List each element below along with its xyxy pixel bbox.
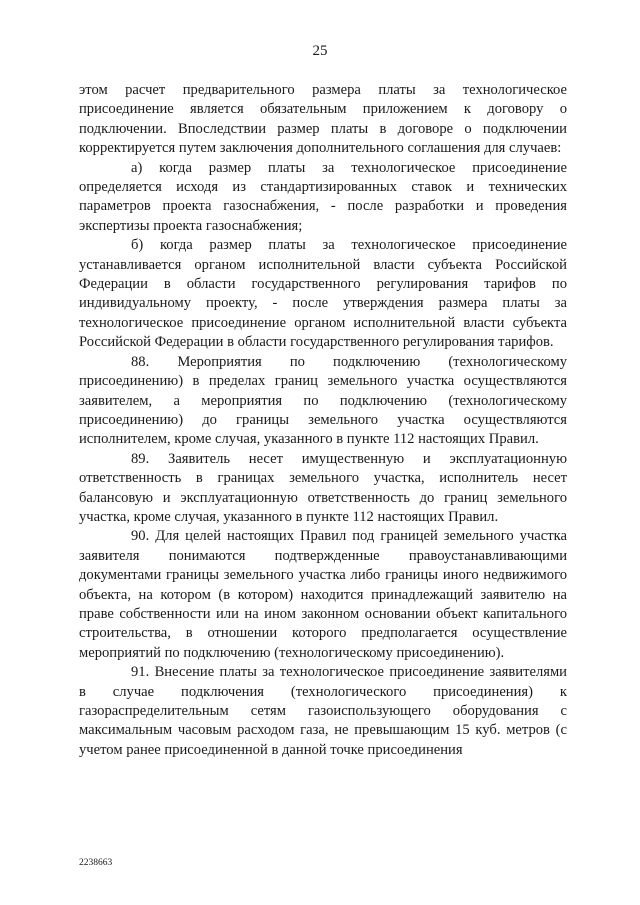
- paragraph-90: 90. Для целей настоящих Правил под границей земельного участка заявителя понимаются подтвержденные правоустанавливающими документами границы земельного участка либо границы иного недвижимого объекта, на котором (в котором) находится принадлежащий заявителю на праве собственности или на ином законном основании объект капитального строительства, в отношении которого предполагается осуществление мероприятий по подключению (технологическому присоединению).: [79, 528, 567, 661]
- paragraph-item-a: а) когда размер платы за технологическое присоединение определяется исходя из стандартизированных ставок и технических параметров проекта газоснабжения, - после разработки и проведения экспертизы проекта газоснабжения;: [79, 159, 567, 234]
- document-body: [79, 81, 567, 760]
- paragraph-91: 91. Внесение платы за технологическое присоединение заявителями в случае подключения (технологического присоединения) к газораспределительным сетям газоиспользующего оборудования с максимальным часовым расходом газа, не превышающим 15 куб. метров (с учетом ранее присоединенной в данной точке присоединения: [79, 664, 567, 758]
- paragraph-89: 89. Заявитель несет имущественную и эксплуатационную ответственность в границах земельного участка, исполнитель несет балансовую и эксплуатационную ответственность до границ земельного участка, кроме случая, указанного в пункте 112 настоящих Правил.: [79, 450, 567, 525]
- paragraph-88: 88. Мероприятия по подключению (технологическому присоединению) в пределах границ земельного участка осуществляются заявителем, а мероприятия по подключению (технологическому присоединению) до границы земельного участка осуществляются исполнителем, кроме случая, указанного в пункте 112 настоящих Правил.: [79, 353, 567, 448]
- page-number: 25: [312, 43, 328, 59]
- document-id: 2238663: [79, 858, 113, 868]
- paragraph-continuation: этом расчет предварительного размера платы за технологическое присоединение является обязательным приложением к договору о подключении. Впоследствии размер платы в договоре о подключении корректируется путем заключения дополнительного соглашения для случаев:: [79, 82, 567, 157]
- paragraph-item-b: б) когда размер платы за технологическое присоединение устанавливается органом исполнительной власти субъекта Российской Федерации в области государственного регулирования тарифов по индивидуальному проекту, - после утверждения размера платы за технологическое присоединение органом исполнительной власти субъекта Российской Федерации в области государственного регулирования тарифов.: [79, 237, 567, 351]
